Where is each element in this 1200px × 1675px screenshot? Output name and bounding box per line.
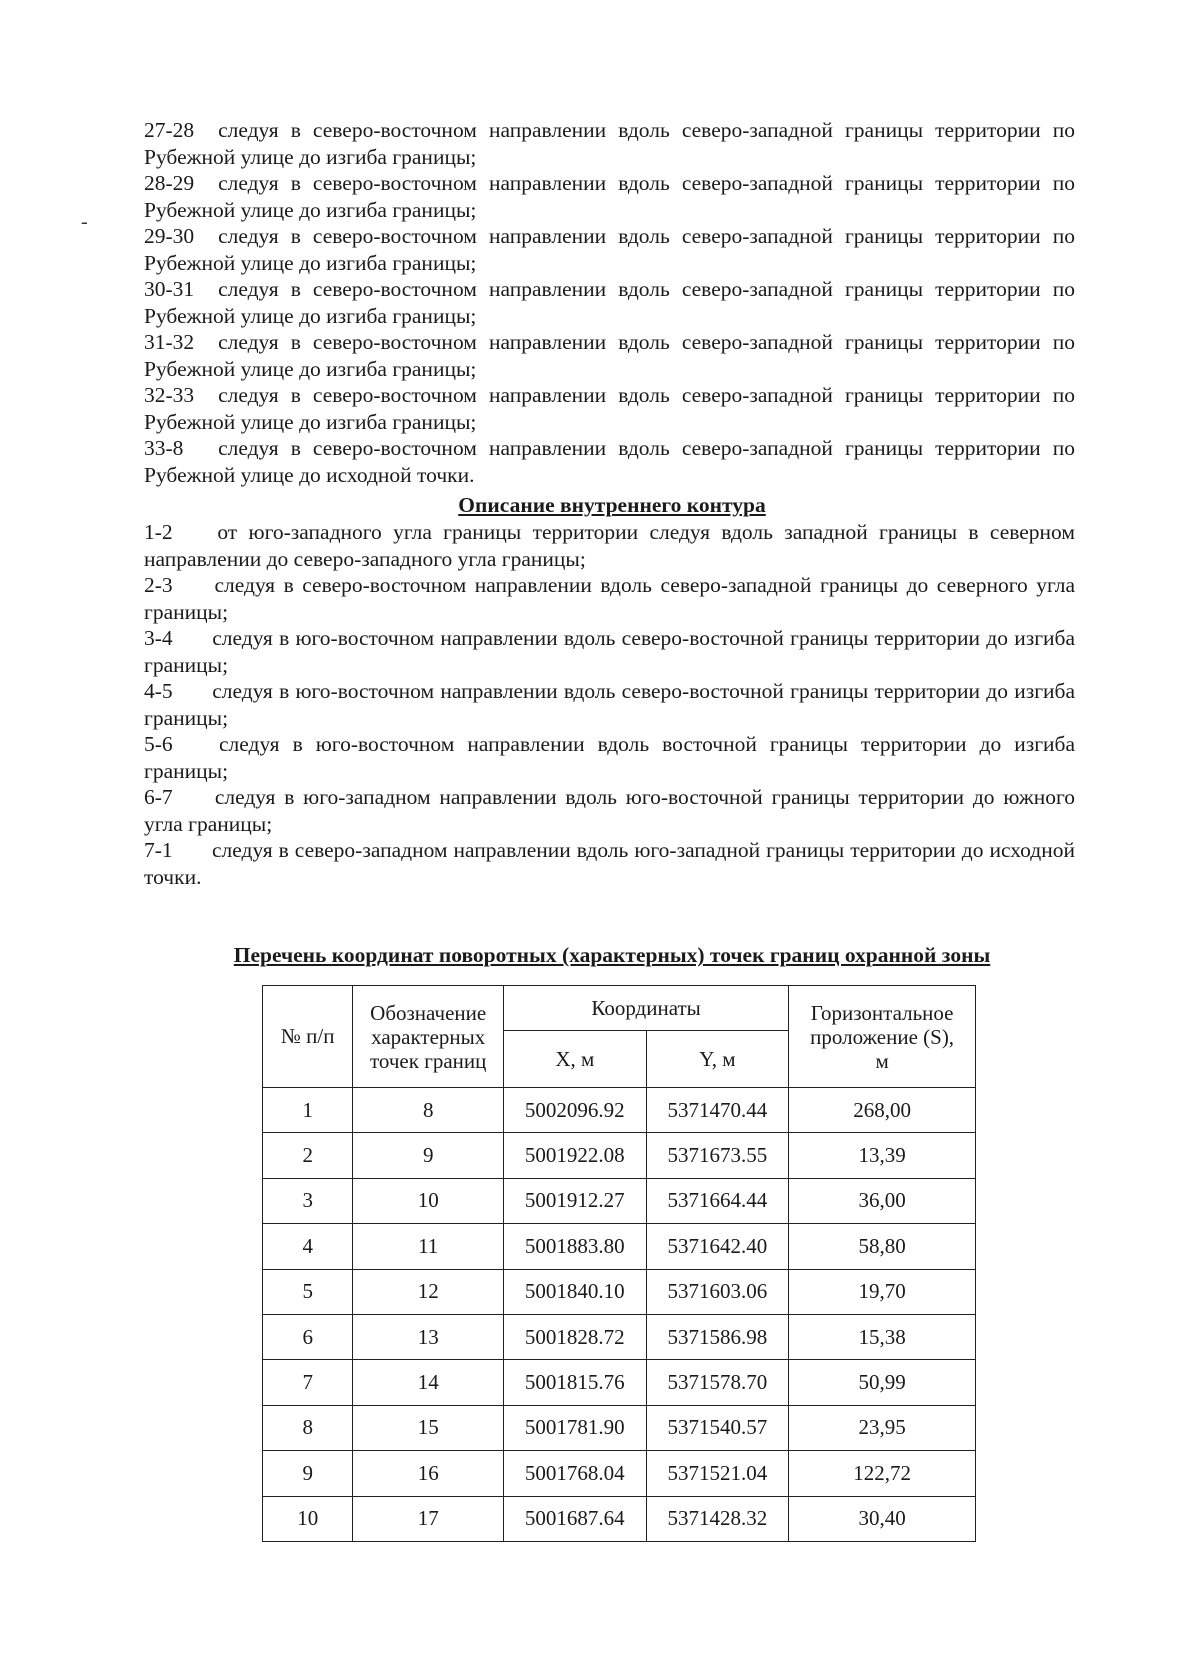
boundary-segment: [144, 519, 1075, 572]
segment-text: следуя в северо-восточном направлении вдоль северо-западной границы территории по Рубежной улице до изгиба границы;: [144, 383, 1075, 434]
boundary-segment: [144, 572, 1075, 625]
table-cell-n: 1: [263, 1088, 353, 1133]
boundary-segment: [144, 170, 1075, 223]
boundary-segment: [144, 784, 1075, 837]
table-cell-x: 5001840.10: [504, 1269, 647, 1314]
segment-code: 29-30: [144, 224, 195, 248]
segment-text: следуя в северо-восточном направлении вдоль северо-западной границы территории по Рубежной улице до изгиба границы;: [144, 277, 1075, 328]
table-cell-mark: 10: [353, 1178, 504, 1223]
table-cell-x: 5002096.92: [504, 1088, 647, 1133]
segment-text: следуя в юго-восточном направлении вдоль северо-восточной границы территории до изгиба границы;: [144, 679, 1076, 730]
coordinates-table-heading: Перечень координат поворотных (характерных) точек границ охранной зоны: [233, 943, 991, 967]
table-cell-x: 5001781.90: [504, 1405, 647, 1450]
segment-code: 4-5: [144, 679, 173, 703]
table-cell-mark: 8: [353, 1088, 504, 1133]
segment-code: 31-32: [144, 330, 195, 354]
table-cell-s: 58,80: [789, 1224, 976, 1269]
boundary-segment: [144, 223, 1075, 276]
segment-text: следуя в северо-восточном направлении вдоль северо-западной границы территории по Рубежной улице до изгиба границы;: [144, 224, 1075, 275]
column-header-y: Y, м: [646, 1031, 789, 1088]
segment-text: следуя в северо-восточном направлении вдоль северо-западной границы территории по Рубежной улице до изгиба границы;: [144, 171, 1075, 222]
boundary-segment: [144, 276, 1075, 329]
table-cell-mark: 12: [353, 1269, 504, 1314]
table-cell-y: 5371578.70: [646, 1360, 789, 1405]
segment-text: следуя в юго-восточном направлении вдоль восточной границы территории до изгиба границы;: [144, 732, 1075, 783]
column-header-mark: [353, 986, 504, 1088]
column-header-mark-line: характерных: [371, 1024, 486, 1049]
table-cell-n: 3: [263, 1178, 353, 1223]
segment-code: 2-3: [144, 573, 173, 597]
boundary-segment: [144, 329, 1075, 382]
column-header-number: № п/п: [263, 986, 353, 1088]
table-cell-x: 5001828.72: [504, 1314, 647, 1359]
table-cell-y: 5371673.55: [646, 1133, 789, 1178]
segment-text: от юго-западного угла границы территории следуя вдоль западной границы в северном направлении до северо-западного угла границы;: [144, 520, 1076, 571]
segment-text: следуя в северо-западном направлении вдоль юго-западной границы территории до исходной точки.: [144, 838, 1075, 889]
column-header-distance-line: проложение (S),: [810, 1024, 955, 1049]
table-cell-n: 6: [263, 1314, 353, 1359]
scan-mark: -: [81, 211, 88, 233]
segment-code: 3-4: [144, 626, 173, 650]
coordinates-table: [262, 985, 976, 1542]
table-cell-y: 5371428.32: [646, 1496, 789, 1541]
table-cell-s: 122,72: [789, 1451, 976, 1496]
segment-code: 1-2: [144, 520, 173, 544]
table-cell-n: 10: [263, 1496, 353, 1541]
table-cell-mark: 15: [353, 1405, 504, 1450]
inner-contour-heading: Описание внутреннего контура: [458, 493, 766, 517]
table-cell-y: 5371642.40: [646, 1224, 789, 1269]
table-cell-mark: 16: [353, 1451, 504, 1496]
table-row: [263, 1178, 976, 1223]
inner-contour-description: [144, 519, 1075, 890]
segment-text: следуя в северо-восточном направлении вдоль северо-западной границы территории по Рубежной улице до исходной точки.: [144, 436, 1075, 487]
table-cell-n: 5: [263, 1269, 353, 1314]
table-row: [263, 1269, 976, 1314]
boundary-segment: [144, 678, 1075, 731]
table-cell-y: 5371603.06: [646, 1269, 789, 1314]
table-row: [263, 1314, 976, 1359]
table-cell-mark: 14: [353, 1360, 504, 1405]
table-cell-y: 5371521.04: [646, 1451, 789, 1496]
column-header-distance-line: м: [875, 1048, 889, 1073]
table-cell-s: 268,00: [789, 1088, 976, 1133]
table-row: [263, 1088, 976, 1133]
segment-code: 33-8: [144, 436, 184, 460]
column-header-distance: [789, 986, 976, 1088]
table-cell-mark: 17: [353, 1496, 504, 1541]
boundary-segment: [144, 117, 1075, 170]
table-cell-x: 5001922.08: [504, 1133, 647, 1178]
table-cell-n: 7: [263, 1360, 353, 1405]
table-cell-n: 2: [263, 1133, 353, 1178]
table-row: [263, 1360, 976, 1405]
column-header-coordinates: Координаты: [504, 986, 789, 1031]
table-cell-x: 5001815.76: [504, 1360, 647, 1405]
table-cell-s: 36,00: [789, 1178, 976, 1223]
column-header-mark-line: Обозначение: [370, 1000, 487, 1025]
segment-text: следуя в северо-восточном направлении вдоль северо-западной границы территории по Рубежной улице до изгиба границы;: [144, 118, 1075, 169]
segment-text: следуя в юго-восточном направлении вдоль северо-восточной границы территории до изгиба границы;: [144, 626, 1076, 677]
table-cell-mark: 9: [353, 1133, 504, 1178]
table-cell-y: 5371540.57: [646, 1405, 789, 1450]
segment-code: 27-28: [144, 118, 195, 142]
table-cell-x: 5001768.04: [504, 1451, 647, 1496]
table-cell-x: 5001912.27: [504, 1178, 647, 1223]
table-row: [263, 1133, 976, 1178]
segment-text: следуя в северо-восточном направлении вдоль северо-западной границы до северного угла границы;: [144, 573, 1075, 624]
table-row: [263, 1224, 976, 1269]
boundary-segment: [144, 625, 1075, 678]
segment-text: следуя в северо-восточном направлении вдоль северо-западной границы территории по Рубежной улице до изгиба границы;: [144, 330, 1075, 381]
segment-text: следуя в юго-западном направлении вдоль юго-восточной границы территории до южного угла границы;: [144, 785, 1076, 836]
table-row: [263, 1405, 976, 1450]
segment-code: 5-6: [144, 732, 173, 756]
table-row: [263, 1451, 976, 1496]
boundary-segment: [144, 382, 1075, 435]
table-cell-n: 8: [263, 1405, 353, 1450]
table-cell-s: 23,95: [789, 1405, 976, 1450]
table-cell-s: 50,99: [789, 1360, 976, 1405]
boundary-segment: [144, 837, 1075, 890]
table-cell-n: 9: [263, 1451, 353, 1496]
table-cell-n: 4: [263, 1224, 353, 1269]
table-cell-s: 19,70: [789, 1269, 976, 1314]
boundary-segment: [144, 731, 1075, 784]
table-cell-s: 30,40: [789, 1496, 976, 1541]
boundary-segment: [144, 435, 1075, 488]
table-cell-y: 5371664.44: [646, 1178, 789, 1223]
column-header-x: X, м: [504, 1031, 647, 1088]
outer-contour-description: [144, 117, 1075, 488]
table-cell-s: 13,39: [789, 1133, 976, 1178]
segment-code: 7-1: [144, 838, 173, 862]
table-cell-s: 15,38: [789, 1314, 976, 1359]
table-cell-x: 5001687.64: [504, 1496, 647, 1541]
table-cell-mark: 11: [353, 1224, 504, 1269]
table-cell-mark: 13: [353, 1314, 504, 1359]
table-row: [263, 1496, 976, 1541]
table-cell-y: 5371470.44: [646, 1088, 789, 1133]
table-cell-x: 5001883.80: [504, 1224, 647, 1269]
column-header-distance-line: Горизонтальное: [810, 1000, 954, 1025]
segment-code: 28-29: [144, 171, 195, 195]
segment-code: 32-33: [144, 383, 195, 407]
segment-code: 30-31: [144, 277, 195, 301]
column-header-mark-line: точек границ: [370, 1048, 487, 1073]
segment-code: 6-7: [144, 785, 173, 809]
table-cell-y: 5371586.98: [646, 1314, 789, 1359]
